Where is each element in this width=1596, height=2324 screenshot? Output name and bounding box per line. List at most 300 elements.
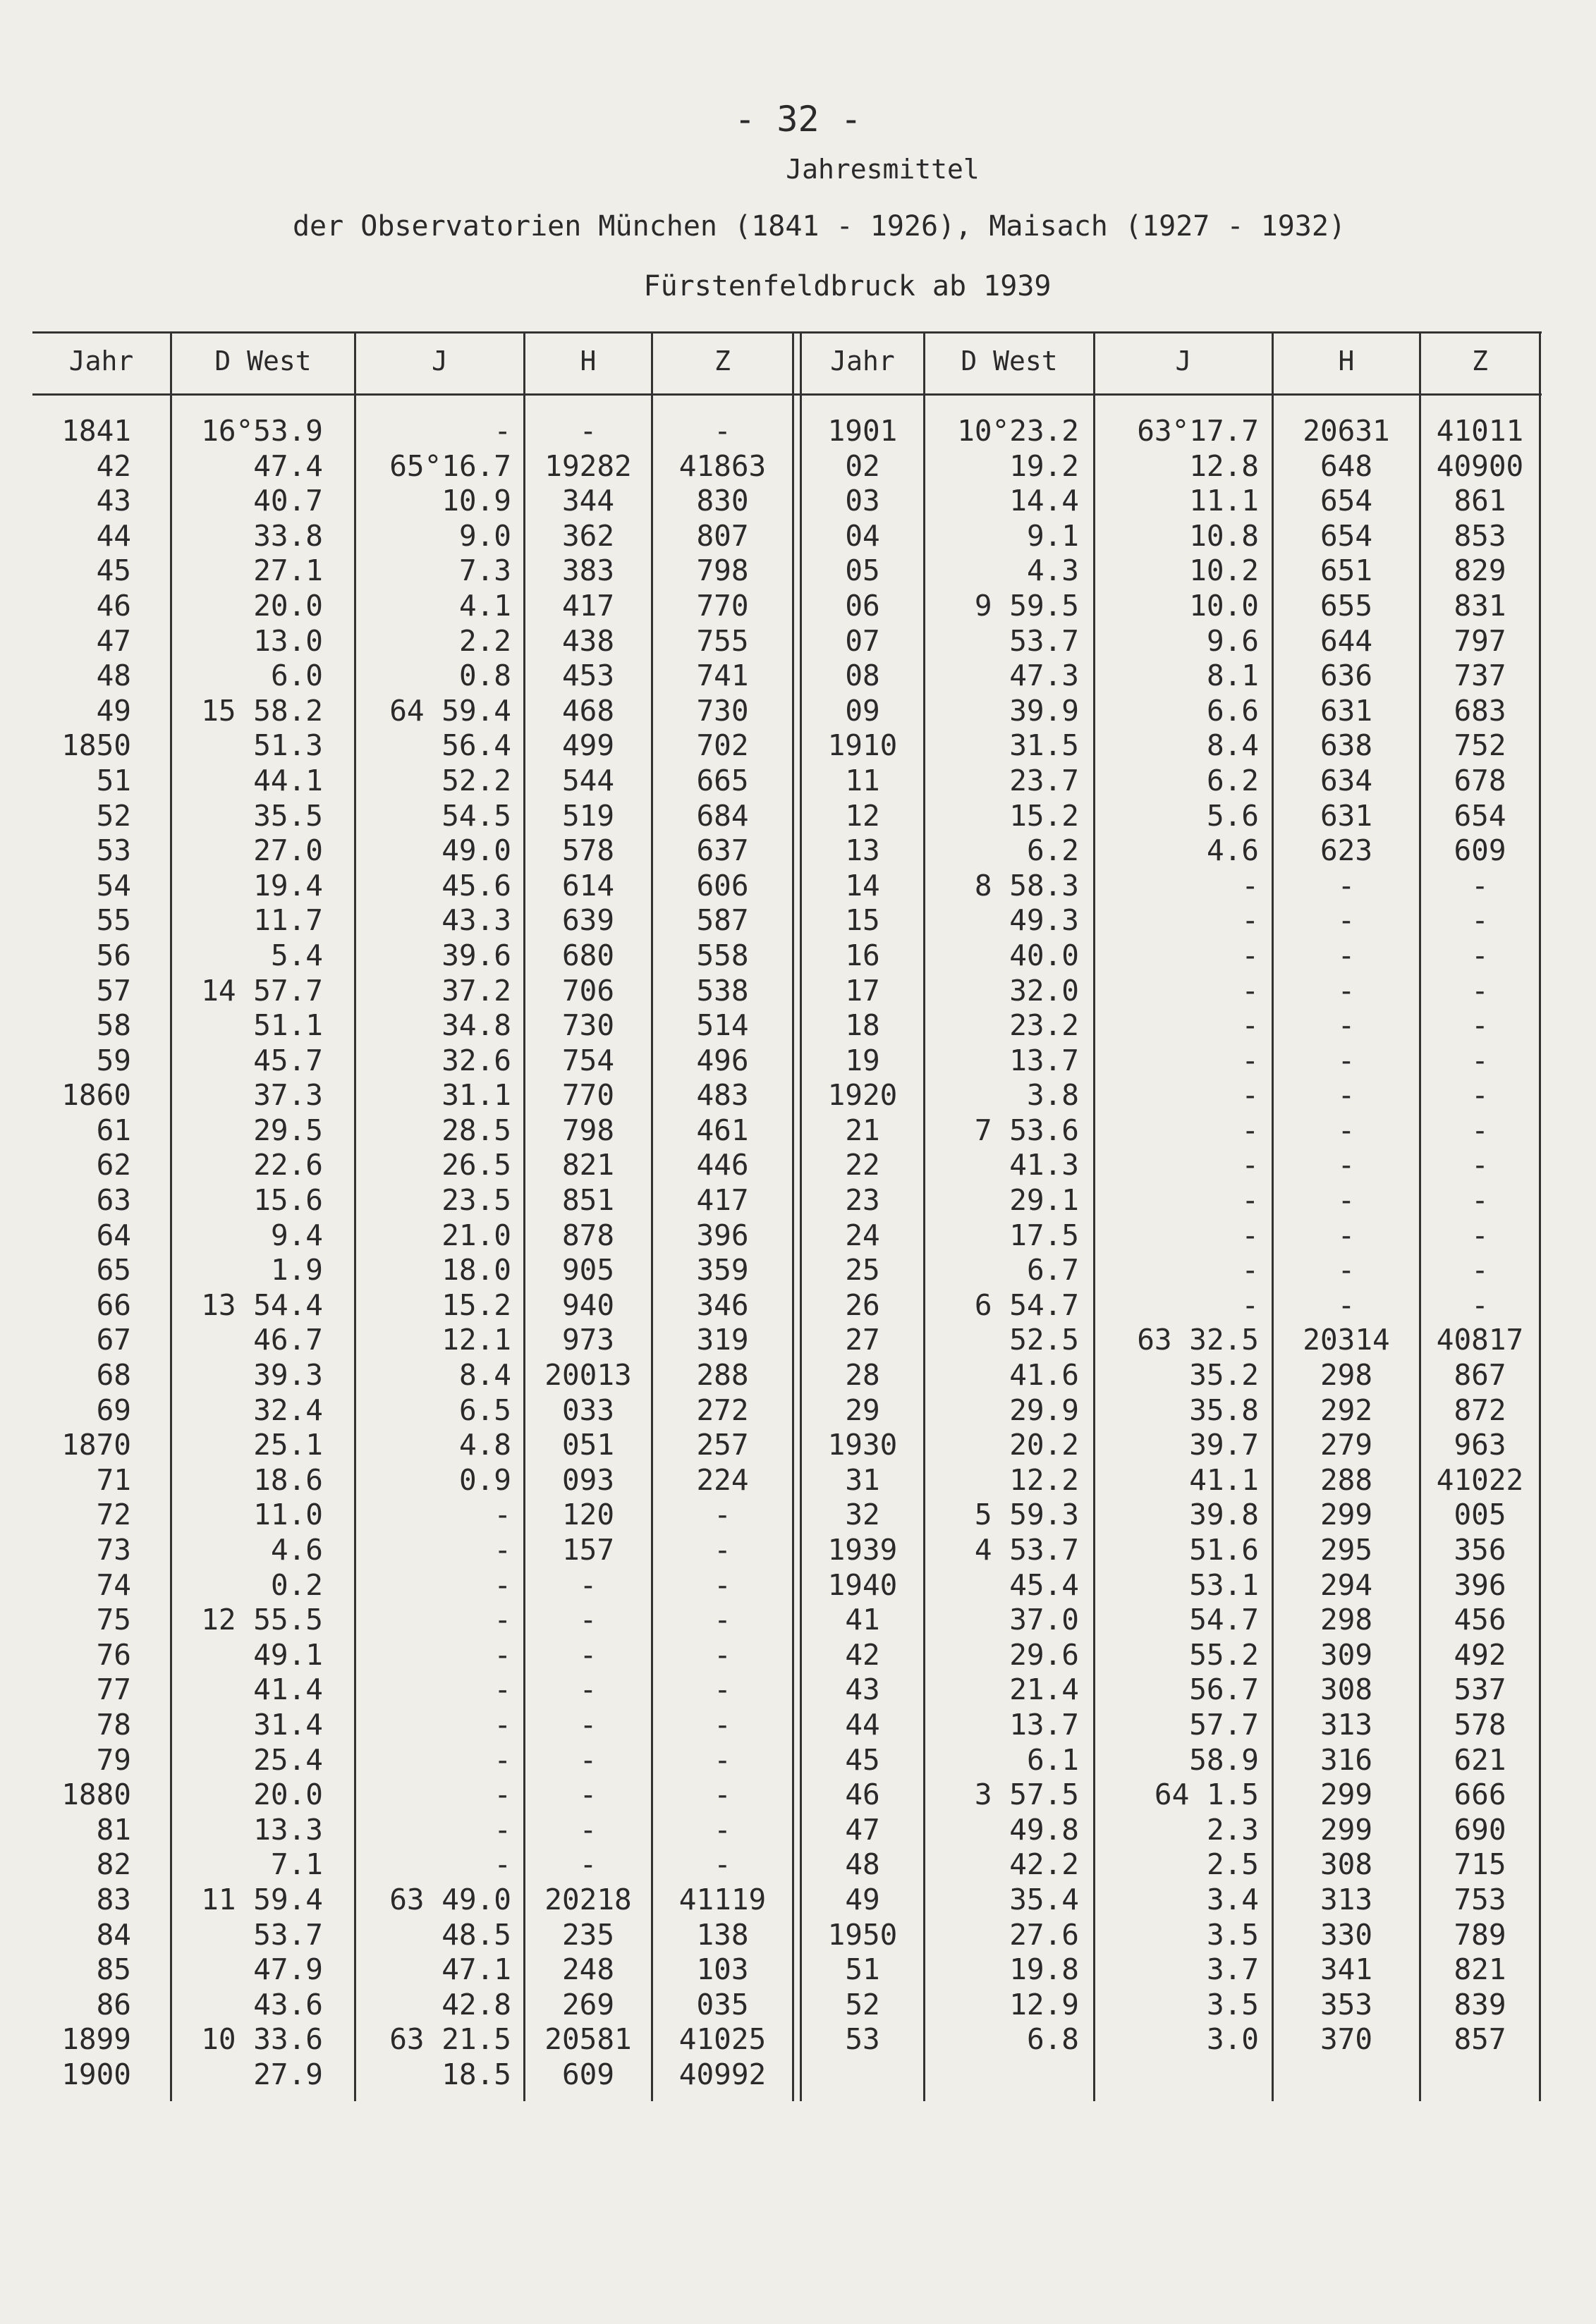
table-cell: 3.5: [1206, 1987, 1259, 2022]
table-cell: 45.6: [441, 868, 511, 903]
table-cell: 3.5: [1206, 1917, 1259, 1952]
table-cell: -: [1471, 903, 1489, 938]
table-cell: 654: [1454, 798, 1506, 833]
table-cell: 52.5: [1009, 1323, 1079, 1357]
table-cell: 6.8: [1026, 2022, 1079, 2057]
column-divider: [1539, 331, 1541, 2101]
column-jahr: [802, 414, 923, 2057]
table-cell: 4.6: [1206, 833, 1259, 868]
table-cell: 752: [1454, 728, 1506, 763]
table-cell: 20.2: [1009, 1428, 1079, 1462]
table-cell: 499: [561, 728, 615, 763]
table-cell: 807: [696, 518, 749, 553]
table-cell: -: [579, 1637, 597, 1672]
table-cell: 1920: [827, 1078, 898, 1113]
table-cell: 51.1: [253, 1008, 323, 1043]
table-cell: 21: [845, 1113, 880, 1147]
table-cell: -: [494, 1812, 511, 1847]
table-cell: -: [1337, 1043, 1356, 1077]
table-cell: -: [1241, 1253, 1259, 1288]
table-cell: 35.2: [1189, 1358, 1259, 1393]
table-cell: 706: [561, 973, 615, 1008]
table-cell: 456: [1454, 1603, 1506, 1637]
table-cell: 59: [96, 1043, 131, 1077]
table-cell: 28.5: [441, 1113, 511, 1147]
table-cell: 634: [1320, 763, 1373, 797]
header-z: Z: [714, 345, 731, 377]
header-z: Z: [1472, 345, 1488, 377]
table-cell: 383: [561, 554, 615, 588]
column-j: [356, 414, 511, 2093]
table-cell: 754: [561, 1043, 615, 1077]
page-subtitle-station: Fürstenfeldbruck ab 1939: [643, 270, 1052, 302]
table-cell: 41022: [1436, 1462, 1524, 1497]
table-cell: 41.3: [1009, 1148, 1079, 1182]
table-cell: 58: [96, 1008, 131, 1043]
table-cell: -: [1241, 973, 1259, 1008]
table-cell: 44: [96, 518, 131, 553]
table-cell: -: [1471, 1253, 1489, 1288]
table-cell: 41119: [678, 1882, 767, 1916]
table-cell: 51.3: [253, 728, 323, 763]
table-cell: 02: [845, 448, 880, 483]
table-cell: 26.5: [441, 1148, 511, 1182]
table-cell: -: [1241, 1183, 1259, 1218]
table-cell: -: [714, 1847, 731, 1882]
table-cell: 0.8: [458, 659, 511, 693]
table-cell: 75: [96, 1603, 131, 1637]
table-cell: 64 1.5: [1154, 1778, 1259, 1812]
table-cell: 18.5: [441, 2057, 511, 2091]
table-cell: 63°17.7: [1137, 414, 1259, 448]
table-cell: 15.2: [1009, 798, 1079, 833]
table-cell: 53.7: [253, 1917, 323, 1952]
table-cell: 25.1: [253, 1428, 323, 1462]
table-cell: 15.6: [253, 1183, 323, 1218]
table-cell: 48: [845, 1847, 880, 1882]
table-cell: 20013: [544, 1358, 632, 1393]
table-cell: 04: [845, 518, 880, 553]
table-cell: 1940: [827, 1567, 898, 1602]
table-cell: -: [1337, 1078, 1356, 1113]
table-cell: 47: [96, 623, 131, 658]
table-cell: 269: [561, 1987, 615, 2022]
table-cell: 4 53.7: [974, 1533, 1079, 1567]
table-cell: -: [494, 1742, 511, 1777]
table-cell: -: [1337, 1008, 1356, 1043]
table-cell: -: [494, 1533, 511, 1567]
table-cell: 396: [696, 1218, 749, 1252]
table-cell: 609: [561, 2057, 615, 2091]
table-cell: -: [1471, 1148, 1489, 1182]
table-cell: 12 55.5: [201, 1603, 323, 1637]
table-cell: 49.8: [1009, 1812, 1079, 1847]
table-cell: 32.0: [1009, 973, 1079, 1008]
table-cell: 9.0: [458, 518, 511, 553]
table-cell: -: [1241, 1288, 1259, 1322]
table-cell: 19282: [544, 448, 632, 483]
table-cell: 453: [561, 659, 615, 693]
table-cell: 41.4: [253, 1672, 323, 1707]
table-cell: 4.3: [1026, 554, 1079, 588]
table-cell: 31: [845, 1462, 880, 1497]
table-cell: 27: [845, 1323, 880, 1357]
table-cell: 32.6: [441, 1043, 511, 1077]
table-cell: -: [579, 414, 597, 448]
table-cell: -: [1471, 938, 1489, 972]
page-title: Jahresmittel: [786, 154, 980, 185]
table-cell: 17.5: [1009, 1218, 1079, 1252]
table-cell: 10°23.2: [957, 414, 1079, 448]
column-z: [1421, 414, 1539, 2057]
table-cell: 8.1: [1206, 659, 1259, 693]
table-cell: 6.2: [1026, 833, 1079, 868]
table-cell: 248: [561, 1952, 615, 1987]
header-j: J: [1175, 345, 1192, 377]
header-j: J: [432, 345, 448, 377]
table-cell: 54.7: [1189, 1603, 1259, 1637]
table-cell: 31.5: [1009, 728, 1079, 763]
table-cell: 41: [845, 1603, 880, 1637]
table-cell: 2.2: [458, 623, 511, 658]
table-cell: 21.4: [1009, 1672, 1079, 1707]
table-cell: 341: [1320, 1952, 1373, 1987]
center-double-rule: [792, 331, 794, 2101]
table-cell: 3 57.5: [974, 1778, 1079, 1812]
table-cell: -: [1471, 1288, 1489, 1322]
table-cell: 14: [845, 868, 880, 903]
table-cell: 20.0: [253, 588, 323, 623]
table-cell: 32: [845, 1498, 880, 1532]
table-cell: 05: [845, 554, 880, 588]
table-cell: 43.3: [441, 903, 511, 938]
table-cell: 702: [696, 728, 749, 763]
table-cell: -: [1241, 1148, 1259, 1182]
table-cell: 519: [561, 798, 615, 833]
table-cell: 353: [1320, 1987, 1373, 2022]
table-cell: 10.8: [1189, 518, 1259, 553]
table-cell: 683: [1454, 693, 1506, 728]
table-cell: 42.2: [1009, 1847, 1079, 1882]
table-cell: 12.1: [441, 1323, 511, 1357]
header-d-west: D West: [214, 345, 312, 377]
table-cell: 34.8: [441, 1008, 511, 1043]
table-cell: 46.7: [253, 1323, 323, 1357]
table-cell: 18: [845, 1008, 880, 1043]
table-cell: 666: [1454, 1778, 1506, 1812]
table-cell: 051: [561, 1428, 615, 1462]
table-cell: -: [579, 1672, 597, 1707]
table-cell: 27.1: [253, 554, 323, 588]
table-cell: 37.2: [441, 973, 511, 1008]
table-cell: 578: [1454, 1707, 1506, 1742]
table-cell: -: [579, 1847, 597, 1882]
column-h: [525, 414, 651, 2093]
table-cell: 654: [1320, 518, 1373, 553]
table-cell: 370: [1320, 2022, 1373, 2057]
table-cell: 31.1: [441, 1078, 511, 1113]
table-cell: -: [714, 1707, 731, 1742]
table-cell: 29.1: [1009, 1183, 1079, 1218]
table-cell: 12.8: [1189, 448, 1259, 483]
table-cell: 11.0: [253, 1498, 323, 1532]
table-cell: 621: [1454, 1742, 1506, 1777]
table-cell: 64 59.4: [389, 693, 511, 728]
table-cell: 28: [845, 1358, 880, 1393]
table-cell: 57: [96, 973, 131, 1008]
column-jahr: [32, 414, 131, 2093]
table-cell: 973: [561, 1323, 615, 1357]
table-cell: 299: [1320, 1812, 1373, 1847]
table-cell: 56.4: [441, 728, 511, 763]
table-cell: 356: [1454, 1533, 1506, 1567]
table-cell: 346: [696, 1288, 749, 1322]
table-cell: -: [1471, 973, 1489, 1008]
table-cell: 63 49.0: [389, 1882, 511, 1916]
table-cell: 20218: [544, 1882, 632, 1916]
table-cell: 093: [561, 1462, 615, 1497]
table-cell: 46: [845, 1778, 880, 1812]
table-cell: 73: [96, 1533, 131, 1567]
table-cell: -: [1337, 1288, 1356, 1322]
column-d-west: [172, 414, 323, 2093]
table-cell: 798: [561, 1113, 615, 1147]
table-cell: 853: [1454, 518, 1506, 553]
table-cell: -: [494, 1672, 511, 1707]
table-cell: 157: [561, 1533, 615, 1567]
table-cell: 46: [96, 588, 131, 623]
table-cell: 20.0: [253, 1778, 323, 1812]
table-cell: 4.1: [458, 588, 511, 623]
table-cell: -: [714, 1567, 731, 1602]
table-top-rule: [32, 331, 1542, 334]
table-cell: 288: [1320, 1462, 1373, 1497]
table-cell: 288: [696, 1358, 749, 1393]
table-cell: -: [494, 1778, 511, 1812]
table-cell: 09: [845, 693, 880, 728]
table-cell: 49: [845, 1882, 880, 1916]
table-cell: -: [1471, 1043, 1489, 1077]
table-cell: 1860: [61, 1078, 131, 1113]
table-cell: 11.7: [253, 903, 323, 938]
table-cell: -: [1471, 1218, 1489, 1252]
table-cell: 49: [96, 693, 131, 728]
table-cell: 1901: [827, 414, 898, 448]
table-cell: 690: [1454, 1812, 1506, 1847]
table-cell: -: [714, 1672, 731, 1707]
table-cell: 678: [1454, 763, 1506, 797]
table-cell: 42: [96, 448, 131, 483]
table-cell: 51.6: [1189, 1533, 1259, 1567]
table-cell: 120: [561, 1498, 615, 1532]
table-cell: 138: [696, 1917, 749, 1952]
table-cell: 25: [845, 1253, 880, 1288]
table-cell: 51: [96, 763, 131, 797]
table-cell: 14 57.7: [201, 973, 323, 1008]
table-cell: 3.8: [1026, 1078, 1079, 1113]
table-cell: 438: [561, 623, 615, 658]
table-cell: 40.0: [1009, 938, 1079, 972]
table-cell: -: [1471, 1008, 1489, 1043]
table-cell: 23.5: [441, 1183, 511, 1218]
table-cell: -: [1241, 938, 1259, 972]
table-cell: -: [1471, 868, 1489, 903]
table-cell: 62: [96, 1148, 131, 1182]
table-cell: 55: [96, 903, 131, 938]
table-cell: 33.8: [253, 518, 323, 553]
table-cell: 609: [1454, 833, 1506, 868]
table-cell: 648: [1320, 448, 1373, 483]
page-subtitle: der Observatorien München (1841 - 1926), Maisach (1927 - 1932): [292, 210, 1346, 243]
table-cell: 558: [696, 938, 749, 972]
table-cell: 49.0: [441, 833, 511, 868]
table-cell: -: [1241, 1008, 1259, 1043]
table-cell: 63 21.5: [389, 2022, 511, 2057]
table-cell: 21.0: [441, 1218, 511, 1252]
table-cell: 905: [561, 1253, 615, 1288]
table-cell: -: [1337, 1183, 1356, 1218]
table-cell: 82: [96, 1847, 131, 1882]
table-cell: 537: [1454, 1672, 1506, 1707]
header-rule: [32, 393, 1542, 396]
table-cell: -: [494, 1637, 511, 1672]
table-cell: 8.4: [458, 1358, 511, 1393]
table-cell: 74: [96, 1567, 131, 1602]
table-cell: 54: [96, 868, 131, 903]
table-cell: 15.2: [441, 1288, 511, 1322]
header-jahr: Jahr: [68, 345, 134, 377]
table-cell: -: [1241, 1218, 1259, 1252]
table-cell: 851: [561, 1183, 615, 1218]
table-cell: 19: [845, 1043, 880, 1077]
table-cell: 631: [1320, 798, 1373, 833]
table-cell: 033: [561, 1393, 615, 1427]
table-cell: 872: [1454, 1393, 1506, 1427]
table-cell: 29: [845, 1393, 880, 1427]
table-cell: 654: [1320, 484, 1373, 518]
table-cell: 005: [1454, 1498, 1506, 1532]
table-cell: 20314: [1303, 1323, 1390, 1357]
table-cell: 680: [561, 938, 615, 972]
table-cell: 299: [1320, 1778, 1373, 1812]
table-cell: -: [1241, 903, 1259, 938]
table-cell: -: [1471, 1078, 1489, 1113]
table-cell: 16°53.9: [201, 414, 323, 448]
table-cell: -: [714, 414, 731, 448]
table-cell: 715: [1454, 1847, 1506, 1882]
table-cell: 35.4: [1009, 1882, 1079, 1916]
table-cell: 492: [1454, 1637, 1506, 1672]
table-cell: 63: [96, 1183, 131, 1218]
table-cell: 578: [561, 833, 615, 868]
table-cell: 3.4: [1206, 1882, 1259, 1916]
table-cell: 49.3: [1009, 903, 1079, 938]
table-cell: 45: [845, 1742, 880, 1777]
table-cell: 103: [696, 1952, 749, 1987]
table-cell: 6.7: [1026, 1253, 1079, 1288]
table-cell: 27.0: [253, 833, 323, 868]
table-cell: 29.5: [253, 1113, 323, 1147]
table-cell: 54.5: [441, 798, 511, 833]
table-cell: 295: [1320, 1533, 1373, 1567]
table-cell: 309: [1320, 1637, 1373, 1672]
table-cell: 861: [1454, 484, 1506, 518]
table-cell: 13.0: [253, 623, 323, 658]
table-cell: 57.7: [1189, 1707, 1259, 1742]
table-cell: 857: [1454, 2022, 1506, 2057]
table-cell: 7.3: [458, 554, 511, 588]
table-cell: 67: [96, 1323, 131, 1357]
table-cell: 41863: [678, 448, 767, 483]
table-cell: 730: [561, 1008, 615, 1043]
table-cell: 538: [696, 973, 749, 1008]
table-cell: 12: [845, 798, 880, 833]
table-cell: 684: [696, 798, 749, 833]
table-cell: 1.9: [270, 1253, 323, 1288]
table-cell: 85: [96, 1952, 131, 1987]
table-cell: 6.0: [270, 659, 323, 693]
table-cell: -: [1337, 1253, 1356, 1288]
table-cell: 8.4: [1206, 728, 1259, 763]
table-cell: 76: [96, 1637, 131, 1672]
table-cell: 639: [561, 903, 615, 938]
table-cell: 42: [845, 1637, 880, 1672]
table-cell: 84: [96, 1917, 131, 1952]
table-cell: 39.7: [1189, 1428, 1259, 1462]
table-cell: 224: [696, 1462, 749, 1497]
table-cell: 37.3: [253, 1078, 323, 1113]
table-cell: 47: [845, 1812, 880, 1847]
table-cell: 58.9: [1189, 1742, 1259, 1777]
column-j: [1095, 414, 1259, 2057]
table-cell: 23: [845, 1183, 880, 1218]
table-cell: 638: [1320, 728, 1373, 763]
table-cell: 344: [561, 484, 615, 518]
table-cell: 65: [96, 1253, 131, 1288]
table-cell: 13: [845, 833, 880, 868]
table-cell: 614: [561, 868, 615, 903]
page-number: - 32 -: [734, 99, 862, 140]
table-cell: 1900: [61, 2057, 131, 2091]
table-cell: -: [1337, 1148, 1356, 1182]
table-cell: 5.4: [270, 938, 323, 972]
table-cell: 313: [1320, 1882, 1373, 1916]
table-cell: 11 59.4: [201, 1882, 323, 1916]
table-cell: 359: [696, 1253, 749, 1288]
column-h: [1274, 414, 1419, 2057]
table-cell: 1870: [61, 1428, 131, 1462]
table-cell: 56.7: [1189, 1672, 1259, 1707]
table-cell: 755: [696, 623, 749, 658]
table-cell: -: [1241, 1078, 1259, 1113]
table-cell: 39.6: [441, 938, 511, 972]
table-cell: 40900: [1436, 448, 1524, 483]
table-cell: 10.9: [441, 484, 511, 518]
table-cell: 4.6: [270, 1533, 323, 1567]
table-cell: -: [1337, 938, 1356, 972]
table-cell: 7 53.6: [974, 1113, 1079, 1147]
table-cell: 47.9: [253, 1952, 323, 1987]
table-cell: 417: [696, 1183, 749, 1218]
table-cell: 6.2: [1206, 763, 1259, 797]
table-cell: 56: [96, 938, 131, 972]
table-cell: 39.3: [253, 1358, 323, 1393]
column-z: [653, 414, 792, 2093]
table-cell: 63 32.5: [1137, 1323, 1259, 1357]
table-cell: 12.2: [1009, 1462, 1079, 1497]
table-cell: 829: [1454, 554, 1506, 588]
table-cell: 11.1: [1189, 484, 1259, 518]
